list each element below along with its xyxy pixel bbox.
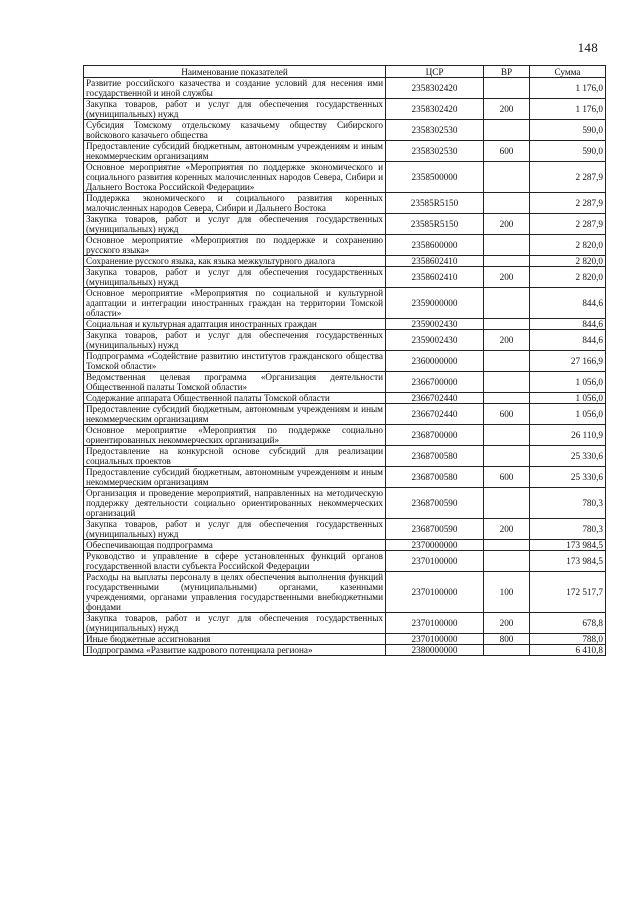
- cell-sum: 27 166,9: [530, 351, 606, 372]
- cell-sum: 2 287,9: [530, 214, 606, 235]
- cell-csr: 23585R5150: [386, 193, 484, 214]
- cell-csr: 2366702440: [386, 404, 484, 425]
- cell-csr: 2359002430: [386, 330, 484, 351]
- cell-vr: [484, 78, 530, 99]
- cell-csr: 2366700000: [386, 372, 484, 393]
- cell-sum: 590,0: [530, 120, 606, 141]
- cell-csr: 2358602410: [386, 267, 484, 288]
- table-row: [84, 613, 606, 634]
- cell-name: Закупка товаров, работ и услуг для обеспечения государственных (муниципальных) нужд: [84, 214, 386, 235]
- cell-name: Закупка товаров, работ и услуг для обеспечения государственных (муниципальных) нужд: [84, 613, 386, 634]
- cell-sum: 1 056,0: [530, 372, 606, 393]
- cell-name: Закупка товаров, работ и услуг для обеспечения государственных (муниципальных) нужд: [84, 267, 386, 288]
- cell-name: Развитие российского казачества и создание условий для несения ими государственной и иной службы: [84, 78, 386, 99]
- cell-name: Закупка товаров, работ и услуг для обеспечения государственных (муниципальных) нужд: [84, 519, 386, 540]
- cell-sum: 844,6: [530, 319, 606, 330]
- cell-vr: 200: [484, 214, 530, 235]
- header-row: [84, 66, 606, 78]
- cell-csr: 2380000000: [386, 645, 484, 656]
- cell-vr: 200: [484, 519, 530, 540]
- table-row: [84, 467, 606, 488]
- table-row: [84, 99, 606, 120]
- cell-name: Иные бюджетные ассигнования: [84, 634, 386, 645]
- table-row: [84, 319, 606, 330]
- cell-csr: 2359002430: [386, 319, 484, 330]
- header-vr: ВР: [484, 66, 530, 78]
- cell-vr: [484, 425, 530, 446]
- cell-sum: 844,6: [530, 288, 606, 319]
- table-row: [84, 572, 606, 613]
- table-row: [84, 256, 606, 267]
- header-csr: ЦСР: [386, 66, 484, 78]
- cell-name: Подпрограмма «Содействие развитию институтов гражданского общества Томской области»: [84, 351, 386, 372]
- table-row: [84, 519, 606, 540]
- cell-sum: 780,3: [530, 519, 606, 540]
- cell-csr: 2368700590: [386, 519, 484, 540]
- table-row: [84, 634, 606, 645]
- cell-vr: [484, 235, 530, 256]
- page-number: 148: [577, 40, 598, 55]
- cell-name: Ведомственная целевая программа «Организация деятельности Общественной палаты Томской области»: [84, 372, 386, 393]
- cell-vr: 200: [484, 613, 530, 634]
- cell-name: Основное мероприятие «Мероприятия по поддержке социально ориентированных некоммерческих организаций»: [84, 425, 386, 446]
- cell-name: Основное мероприятие «Мероприятия по социальной и культурной адаптации и интеграции иностранных граждан на территории Томской области»: [84, 288, 386, 319]
- cell-sum: 173 984,5: [530, 540, 606, 551]
- table-row: [84, 288, 606, 319]
- budget-table: [83, 65, 606, 656]
- cell-sum: 788,0: [530, 634, 606, 645]
- cell-name: Подпрограмма «Развитие кадрового потенциала региона»: [84, 645, 386, 656]
- cell-sum: 26 110,9: [530, 425, 606, 446]
- cell-csr: 2370100000: [386, 572, 484, 613]
- cell-csr: 2358602410: [386, 256, 484, 267]
- cell-sum: 25 330,6: [530, 446, 606, 467]
- cell-vr: 200: [484, 267, 530, 288]
- cell-vr: 600: [484, 404, 530, 425]
- cell-vr: 200: [484, 99, 530, 120]
- cell-sum: 1 056,0: [530, 393, 606, 404]
- table-row: [84, 393, 606, 404]
- cell-name: Руководство и управление в сфере установленных функций органов государственной власти субъекта Российской Федерации: [84, 551, 386, 572]
- cell-name: Поддержка экономического и социального развития коренных малочисленных народов Севера, Сибири и Дальнего Востока: [84, 193, 386, 214]
- cell-csr: 2370100000: [386, 551, 484, 572]
- cell-name: Субсидия Томскому отдельскому казачьему обществу Сибирского войскового казачьего общества: [84, 120, 386, 141]
- table-row: [84, 551, 606, 572]
- cell-vr: 800: [484, 634, 530, 645]
- table-row: [84, 141, 606, 162]
- table-header: [84, 66, 606, 78]
- cell-sum: 25 330,6: [530, 467, 606, 488]
- cell-csr: 2359000000: [386, 288, 484, 319]
- cell-vr: [484, 162, 530, 193]
- cell-sum: 780,3: [530, 488, 606, 519]
- header-sum: Сумма: [530, 66, 606, 78]
- cell-vr: [484, 193, 530, 214]
- cell-vr: 100: [484, 572, 530, 613]
- table-row: [84, 425, 606, 446]
- table-row: [84, 330, 606, 351]
- cell-vr: [484, 446, 530, 467]
- cell-csr: 2368700590: [386, 488, 484, 519]
- cell-csr: 2358302530: [386, 141, 484, 162]
- cell-vr: [484, 319, 530, 330]
- cell-name: Закупка товаров, работ и услуг для обеспечения государственных (муниципальных) нужд: [84, 99, 386, 120]
- table-row: [84, 540, 606, 551]
- table-row: [84, 488, 606, 519]
- cell-csr: 2368700580: [386, 467, 484, 488]
- table-row: [84, 372, 606, 393]
- cell-csr: 2358302420: [386, 99, 484, 120]
- cell-csr: 2370000000: [386, 540, 484, 551]
- table-row: [84, 120, 606, 141]
- cell-sum: 6 410,8: [530, 645, 606, 656]
- cell-sum: 2 820,0: [530, 267, 606, 288]
- cell-name: Сохранение русского языка, как языка межкультурного диалога: [84, 256, 386, 267]
- cell-sum: 2 287,9: [530, 193, 606, 214]
- cell-csr: 2360000000: [386, 351, 484, 372]
- cell-sum: 2 820,0: [530, 235, 606, 256]
- cell-name: Социальная и культурная адаптация иностранных граждан: [84, 319, 386, 330]
- cell-csr: 2366702440: [386, 393, 484, 404]
- cell-vr: [484, 288, 530, 319]
- cell-sum: 173 984,5: [530, 551, 606, 572]
- cell-name: Предоставление субсидий бюджетным, автономным учреждениям и иным некоммерческим организациям: [84, 404, 386, 425]
- cell-csr: 2358302420: [386, 78, 484, 99]
- table-row: [84, 214, 606, 235]
- cell-sum: 1 176,0: [530, 78, 606, 99]
- table-body: [84, 78, 606, 656]
- cell-name: Закупка товаров, работ и услуг для обеспечения государственных (муниципальных) нужд: [84, 330, 386, 351]
- cell-vr: [484, 551, 530, 572]
- cell-vr: [484, 351, 530, 372]
- table-row: [84, 162, 606, 193]
- cell-name: Предоставление субсидий бюджетным, автономным учреждениям и иным некоммерческим организациям: [84, 467, 386, 488]
- cell-name: Организация и проведение мероприятий, направленных на методическую поддержку деятельности социально ориентированных некоммерческих организаций: [84, 488, 386, 519]
- table-row: [84, 446, 606, 467]
- cell-vr: [484, 645, 530, 656]
- cell-sum: 678,8: [530, 613, 606, 634]
- cell-vr: 600: [484, 467, 530, 488]
- cell-name: Содержание аппарата Общественной палаты Томской области: [84, 393, 386, 404]
- cell-vr: [484, 540, 530, 551]
- cell-csr: 2370100000: [386, 613, 484, 634]
- table-row: [84, 78, 606, 99]
- cell-vr: [484, 488, 530, 519]
- table-row: [84, 267, 606, 288]
- cell-name: Основное мероприятие «Мероприятия по поддержке экономического и социального развития коренных малочисленных народов Севера, Сибири и Дальнего Востока Российской Федерации»: [84, 162, 386, 193]
- cell-sum: 1 176,0: [530, 99, 606, 120]
- cell-csr: 2358500000: [386, 162, 484, 193]
- table-row: [84, 235, 606, 256]
- cell-name: Основное мероприятие «Мероприятия по поддержке и сохранению русского языка»: [84, 235, 386, 256]
- cell-vr: [484, 372, 530, 393]
- cell-sum: 2 287,9: [530, 162, 606, 193]
- cell-name: Предоставление на конкурсной основе субсидий для реализации социальных проектов: [84, 446, 386, 467]
- cell-vr: 600: [484, 141, 530, 162]
- cell-sum: 172 517,7: [530, 572, 606, 613]
- table-row: [84, 404, 606, 425]
- cell-csr: 2370100000: [386, 634, 484, 645]
- table-row: [84, 351, 606, 372]
- cell-vr: [484, 393, 530, 404]
- cell-vr: [484, 120, 530, 141]
- cell-sum: 2 820,0: [530, 256, 606, 267]
- cell-csr: 23585R5150: [386, 214, 484, 235]
- cell-name: Обеспечивающая подпрограмма: [84, 540, 386, 551]
- table-row: [84, 193, 606, 214]
- cell-csr: 2358302530: [386, 120, 484, 141]
- cell-csr: 2368700580: [386, 446, 484, 467]
- cell-sum: 1 056,0: [530, 404, 606, 425]
- cell-vr: 200: [484, 330, 530, 351]
- cell-name: Предоставление субсидий бюджетным, автономным учреждениям и иным некоммерческим организациям: [84, 141, 386, 162]
- cell-csr: 2358600000: [386, 235, 484, 256]
- table-row: [84, 645, 606, 656]
- cell-vr: [484, 256, 530, 267]
- cell-csr: 2368700000: [386, 425, 484, 446]
- cell-sum: 844,6: [530, 330, 606, 351]
- header-name: Наименование показателей: [84, 66, 386, 78]
- cell-name: Расходы на выплаты персоналу в целях обеспечения выполнения функций государственными (муниципальными) органами, казенными учреждениями, органами управления государственными внебюджетными фондами: [84, 572, 386, 613]
- cell-sum: 590,0: [530, 141, 606, 162]
